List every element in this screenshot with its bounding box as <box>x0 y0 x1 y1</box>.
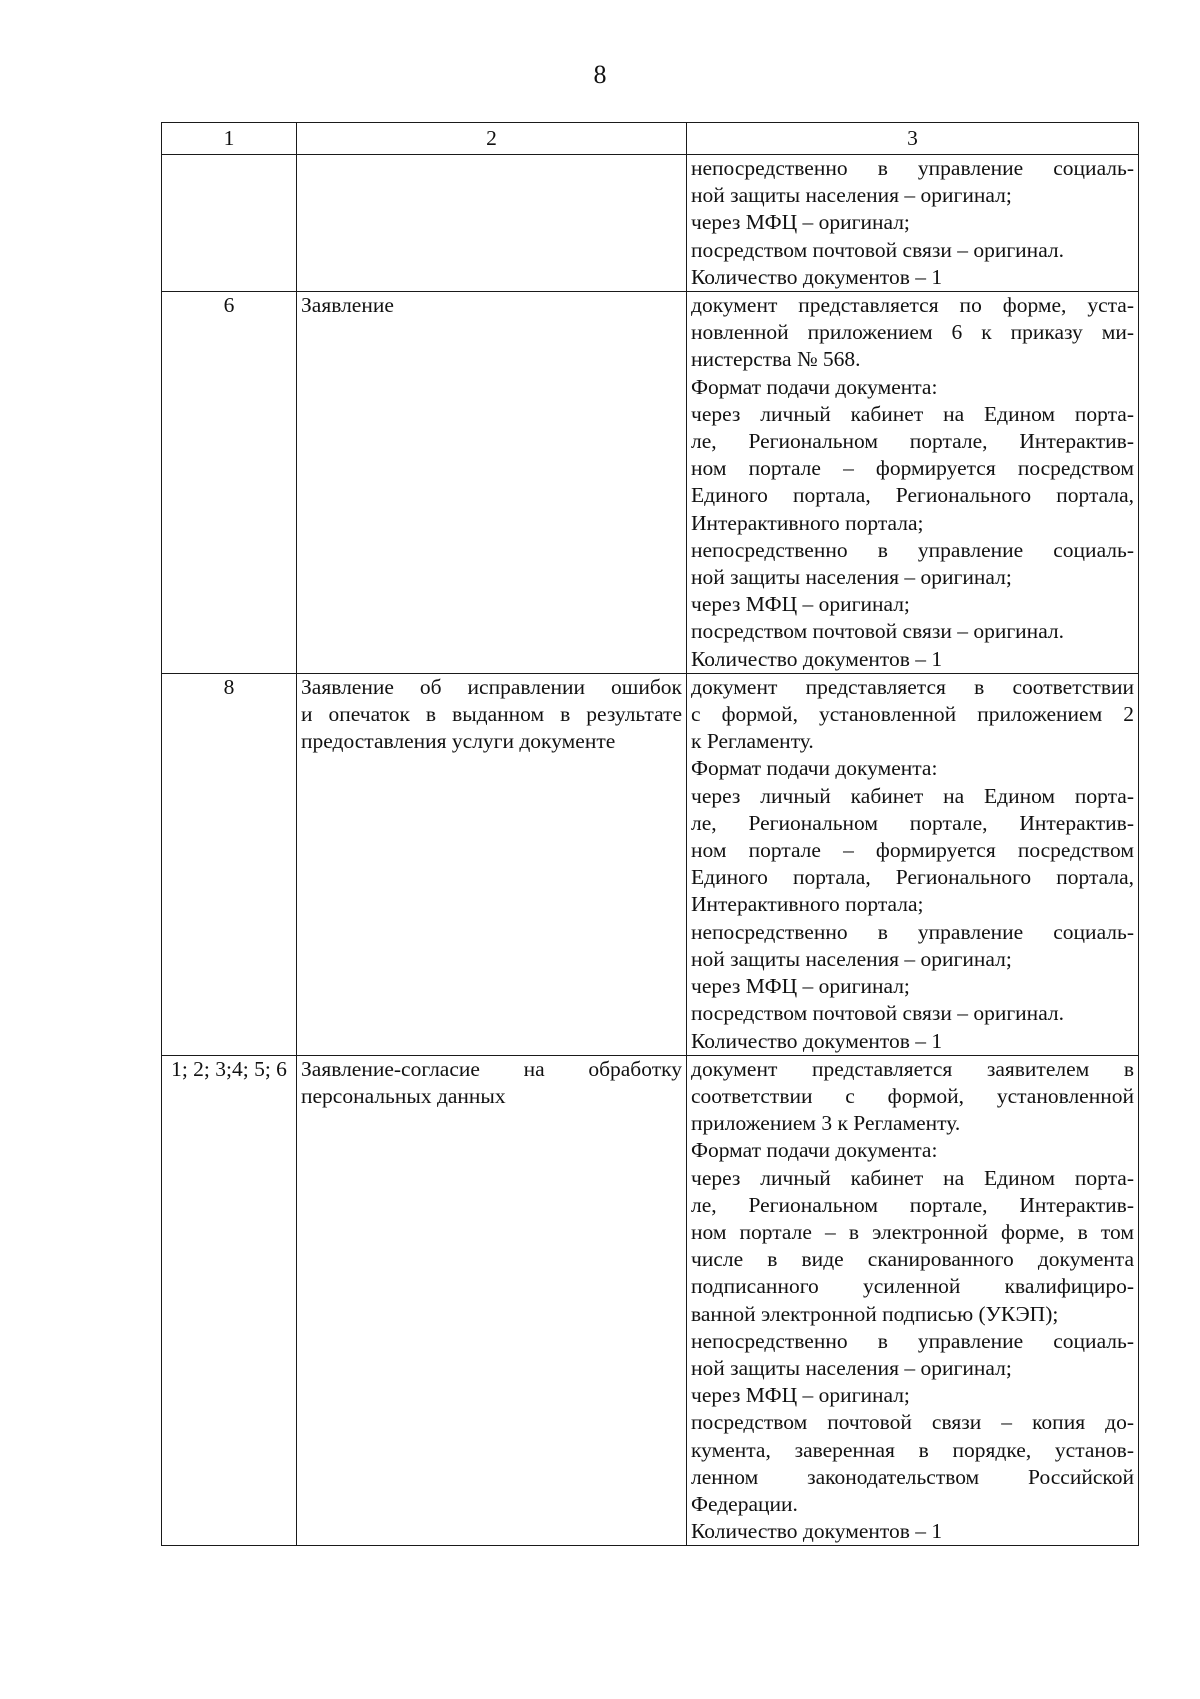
document-description-line: ле, Региональном портале, Интерактив- <box>691 429 1134 454</box>
document-name-line: Заявление-согласие на обработку <box>301 1056 682 1081</box>
document-description-line: Формат подачи документа: <box>691 1138 938 1163</box>
document-description-line: кумента, заверенная в порядке, установ- <box>691 1437 1134 1462</box>
document-description-line: ном портале – формируется посредством <box>691 838 1134 863</box>
column-header-1: 1 <box>162 123 297 155</box>
table-row <box>162 292 1139 674</box>
document-description-line: через МФЦ – оригинал; <box>691 592 910 617</box>
document-description-line: документ представляется в соответствии <box>691 674 1134 699</box>
document-description-line: Интерактивного портала; <box>691 892 924 917</box>
document-description-cell <box>687 155 1139 292</box>
column-header-3: 3 <box>687 123 1139 155</box>
document-description-line: ной защиты населения – оригинал; <box>691 183 1012 208</box>
document-description-line: через МФЦ – оригинал; <box>691 1383 910 1408</box>
document-description-line: ной защиты населения – оригинал; <box>691 565 1012 590</box>
document-description-line: Количество документов – 1 <box>691 646 943 671</box>
document-description-line: посредством почтовой связи – оригинал. <box>691 237 1065 262</box>
column-header-2: 2 <box>297 123 687 155</box>
document-name-cell <box>297 1055 687 1546</box>
row-number-cell: 1; 2; 3;4; 5; 6 <box>162 1055 297 1546</box>
table-body <box>162 155 1139 1546</box>
document-description-line: нистерства № 568. <box>691 347 861 372</box>
document-description-line: Федерации. <box>691 1491 798 1516</box>
document-description-line: посредством почтовой связи – копия до- <box>691 1410 1134 1435</box>
document-description-line: ном портале – в электронной форме, в том <box>691 1219 1134 1244</box>
document-description-line: ленном законодательством Российской <box>691 1464 1134 1489</box>
document-description-line: Единого портала, Регионального портала, <box>691 483 1134 508</box>
table-row <box>162 155 1139 292</box>
document-description-line: подписанного усиленной квалифициро- <box>691 1274 1134 1299</box>
document-description-line: посредством почтовой связи – оригинал. <box>691 1001 1065 1026</box>
document-description-line: через личный кабинет на Едином порта- <box>691 783 1134 808</box>
document-description-line: непосредственно в управление социаль- <box>691 919 1134 944</box>
document-description-line: соответствии с формой, установленной <box>691 1083 1134 1108</box>
document-description-cell <box>687 292 1139 674</box>
document-description-line: Количество документов – 1 <box>691 1028 943 1053</box>
document-description-line: новленной приложением 6 к приказу ми- <box>691 320 1134 345</box>
document-description-line: непосредственно в управление социаль- <box>691 156 1134 180</box>
row-number-cell: 6 <box>162 292 297 674</box>
document-description-line: документ представляется по форме, уста- <box>691 293 1134 318</box>
document-description-line: документ представляется заявителем в <box>691 1056 1134 1081</box>
document-description-cell <box>687 673 1139 1055</box>
row-number-cell: 8 <box>162 673 297 1055</box>
document-description-line: через личный кабинет на Едином порта- <box>691 1165 1134 1190</box>
table-row <box>162 673 1139 1055</box>
document-description-line: посредством почтовой связи – оригинал. <box>691 619 1065 644</box>
document-name-cell <box>297 292 687 674</box>
document-description-line: Формат подачи документа: <box>691 756 938 781</box>
document-description-line: с формой, установленной приложением 2 <box>691 702 1134 727</box>
document-description-line: ванной электронной подписью (УКЭП); <box>691 1301 1059 1326</box>
document-description-line: через МФЦ – оригинал; <box>691 974 910 999</box>
document-description-line: ной защиты населения – оригинал; <box>691 1355 1012 1380</box>
document-description-line: непосредственно в управление социаль- <box>691 537 1134 562</box>
document-description-line: числе в виде сканированного документа <box>691 1247 1134 1272</box>
document-description-line: ле, Региональном портале, Интерактив- <box>691 810 1134 835</box>
document-name-line: и опечаток в выданном в результате <box>301 702 682 727</box>
document-name-line: предоставления услуги документе <box>301 729 616 754</box>
document-description-line: через МФЦ – оригинал; <box>691 210 910 235</box>
document-description-line: Количество документов – 1 <box>691 1519 943 1544</box>
document-description-line: приложением 3 к Регламенту. <box>691 1111 961 1136</box>
table-row <box>162 1055 1139 1546</box>
document-name-line: Заявление <box>301 293 394 318</box>
document-description-line: Количество документов – 1 <box>691 264 943 289</box>
page-number: 8 <box>593 60 607 89</box>
document-description-line: ном портале – формируется посредством <box>691 456 1134 481</box>
document-description-line: Формат подачи документа: <box>691 374 938 399</box>
document-description-line: Интерактивного портала; <box>691 510 924 535</box>
document-description-line: ле, Региональном портале, Интерактив- <box>691 1192 1134 1217</box>
table-header-row <box>162 123 1139 155</box>
row-number-cell <box>162 155 297 292</box>
documents-table <box>161 122 1139 1546</box>
document-description-line: непосредственно в управление социаль- <box>691 1328 1134 1353</box>
document-description-line: Единого портала, Регионального портала, <box>691 865 1134 890</box>
document-name-cell <box>297 155 687 292</box>
document-description-cell <box>687 1055 1139 1546</box>
document-description-line: ной защиты населения – оригинал; <box>691 946 1012 971</box>
document-name-cell <box>297 673 687 1055</box>
document-name-line: персональных данных <box>301 1083 506 1108</box>
document-description-line: через личный кабинет на Едином порта- <box>691 401 1134 426</box>
document-description-line: к Регламенту. <box>691 729 814 754</box>
document-name-line: Заявление об исправлении ошибок <box>301 674 682 699</box>
